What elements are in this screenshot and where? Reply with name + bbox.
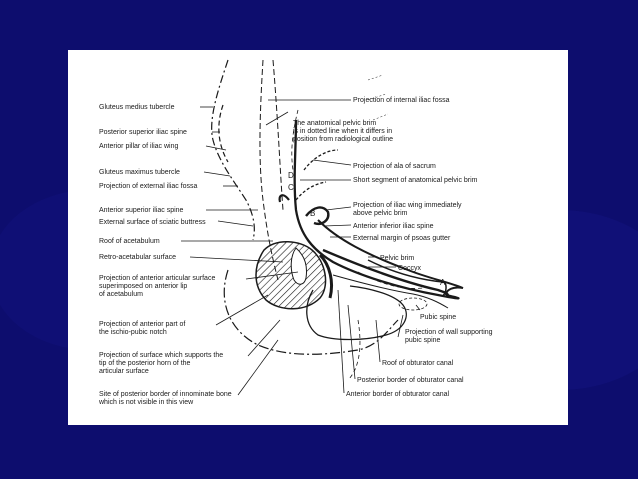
letter-b: B	[310, 209, 316, 218]
label-gluteus-maximus-tubercle: Gluteus maximus tubercle	[99, 169, 180, 176]
label-anterior-border-obturator: Anterior border of obturator canal	[346, 391, 450, 398]
letter-c: C	[288, 183, 294, 192]
label-anterior-inferior-iliac-spine: Anterior inferior iliac spine	[353, 223, 434, 230]
label-projection-wall-supporting: Projection of wall supporting pubic spine	[405, 329, 493, 344]
label-retro-acetabular-surface: Retro-acetabular surface	[99, 254, 177, 261]
label-anatomical-pelvic-brim: The anatomical pelvic brim is in dotted line when it differs in position from radiological outline	[293, 120, 393, 143]
label-projection-surface-supports: Projection of surface which supports the tip of the posterior horn of the articular surface	[99, 352, 224, 375]
label-roof-obturator-canal: Roof of obturator canal	[382, 360, 454, 367]
label-projection-external-iliac-fossa: Projection of external iliac fossa	[99, 183, 198, 190]
letter-a: A	[440, 278, 446, 287]
label-pelvic-brim: Pelvic brim	[380, 255, 415, 262]
label-projection-ischio-pubic: Projection of anterior part of the ischio-pubic notch	[99, 321, 186, 336]
pelvis-diagram	[68, 50, 568, 425]
label-external-surface-sciatic-buttress: External surface of sciatic buttress	[99, 219, 206, 226]
label-posterior-border-obturator: Posterior border of obturator canal	[357, 377, 464, 384]
label-site-posterior-border: Site of posterior border of innominate bone which is not visible in this view	[99, 391, 232, 406]
label-roof-of-acetabulum: Roof of acetabulum	[99, 238, 160, 245]
label-projection-ala-sacrum: Projection of ala of sacrum	[353, 163, 436, 170]
label-coccyx: Coccyx	[398, 265, 421, 272]
label-projection-anterior-articular: Projection of anterior articular surface superimposed on anterior lip of acetabulum	[99, 275, 216, 298]
label-external-margin-psoas: External margin of psoas gutter	[353, 235, 451, 242]
label-anterior-pillar: Anterior pillar of iliac wing	[99, 143, 179, 150]
label-posterior-superior-iliac-spine: Posterior superior iliac spine	[99, 129, 187, 136]
left-labels	[98, 104, 234, 406]
label-anterior-superior-iliac-spine: Anterior superior iliac spine	[99, 207, 184, 214]
label-projection-internal-iliac-fossa: Projection of internal iliac fossa	[353, 97, 450, 104]
label-short-segment: Short segment of anatomical pelvic brim	[353, 177, 478, 184]
label-gluteus-medius-tubercle: Gluteus medius tubercle	[99, 104, 175, 111]
label-pubic-spine: Pubic spine	[420, 314, 457, 321]
letter-d: D	[288, 171, 294, 180]
label-projection-iliac-wing: Projection of iliac wing immediately above pelvic brim	[353, 202, 462, 217]
diagram-panel	[68, 50, 568, 425]
right-labels	[293, 97, 495, 398]
